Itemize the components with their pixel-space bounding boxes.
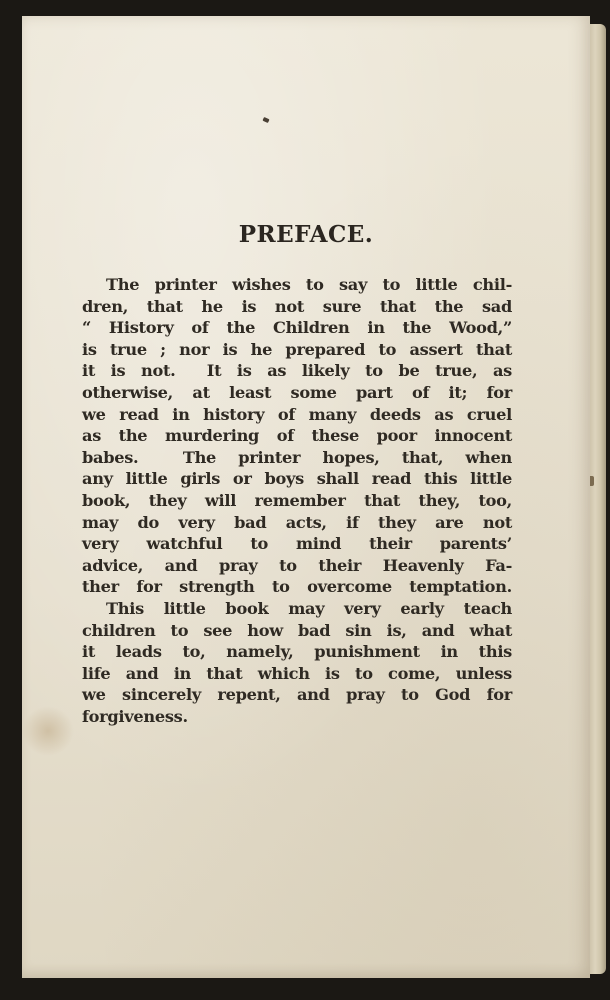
text-line: we read in history of many deeds as cruel <box>82 404 512 424</box>
text-line: otherwise, at least some part of it; for <box>82 382 512 402</box>
text-line: dren, that he is not sure that the sad <box>82 296 512 316</box>
book-page <box>22 16 590 978</box>
text-line: advice, and pray to their Heavenly Fa- <box>82 555 512 575</box>
text-line: very watchful to mind their parents’ <box>82 534 512 554</box>
next-page-edge <box>588 24 606 974</box>
text-line: book, they will remember that they, too, <box>82 490 512 510</box>
text-line: babes. The printer hopes, that, when <box>82 447 512 467</box>
text-line: ther for strength to overcome temptation. <box>82 577 512 597</box>
text-line: it is not. It is as likely to be true, as <box>82 361 512 381</box>
preface-text <box>82 274 512 727</box>
text-line: any little girls or boys shall read this little <box>82 469 512 489</box>
text-line: The printer wishes to say to little chil- <box>106 275 512 294</box>
text-line: may do very bad acts, if they are not <box>82 512 512 532</box>
text-line: life and in that which is to come, unless <box>82 663 512 683</box>
page-title: PREFACE. <box>238 221 374 248</box>
ink-speck <box>262 117 269 123</box>
paragraph-2 <box>82 598 512 728</box>
text-line: children to see how bad sin is, and what <box>82 620 512 640</box>
text-line: as the murdering of these poor innocent <box>82 426 512 446</box>
text-line: This little book may very early teach <box>106 598 512 618</box>
paragraph-1 <box>82 274 512 598</box>
text-line: forgiveness. <box>82 706 188 726</box>
text-line: we sincerely repent, and pray to God for <box>82 685 512 705</box>
paper-stain <box>22 706 74 756</box>
text-line: is true ; nor is he prepared to assert that <box>82 339 512 359</box>
text-line: “ History of the Children in the Wood,” <box>82 318 512 338</box>
text-line: it leads to, namely, punishment in this <box>82 642 512 662</box>
